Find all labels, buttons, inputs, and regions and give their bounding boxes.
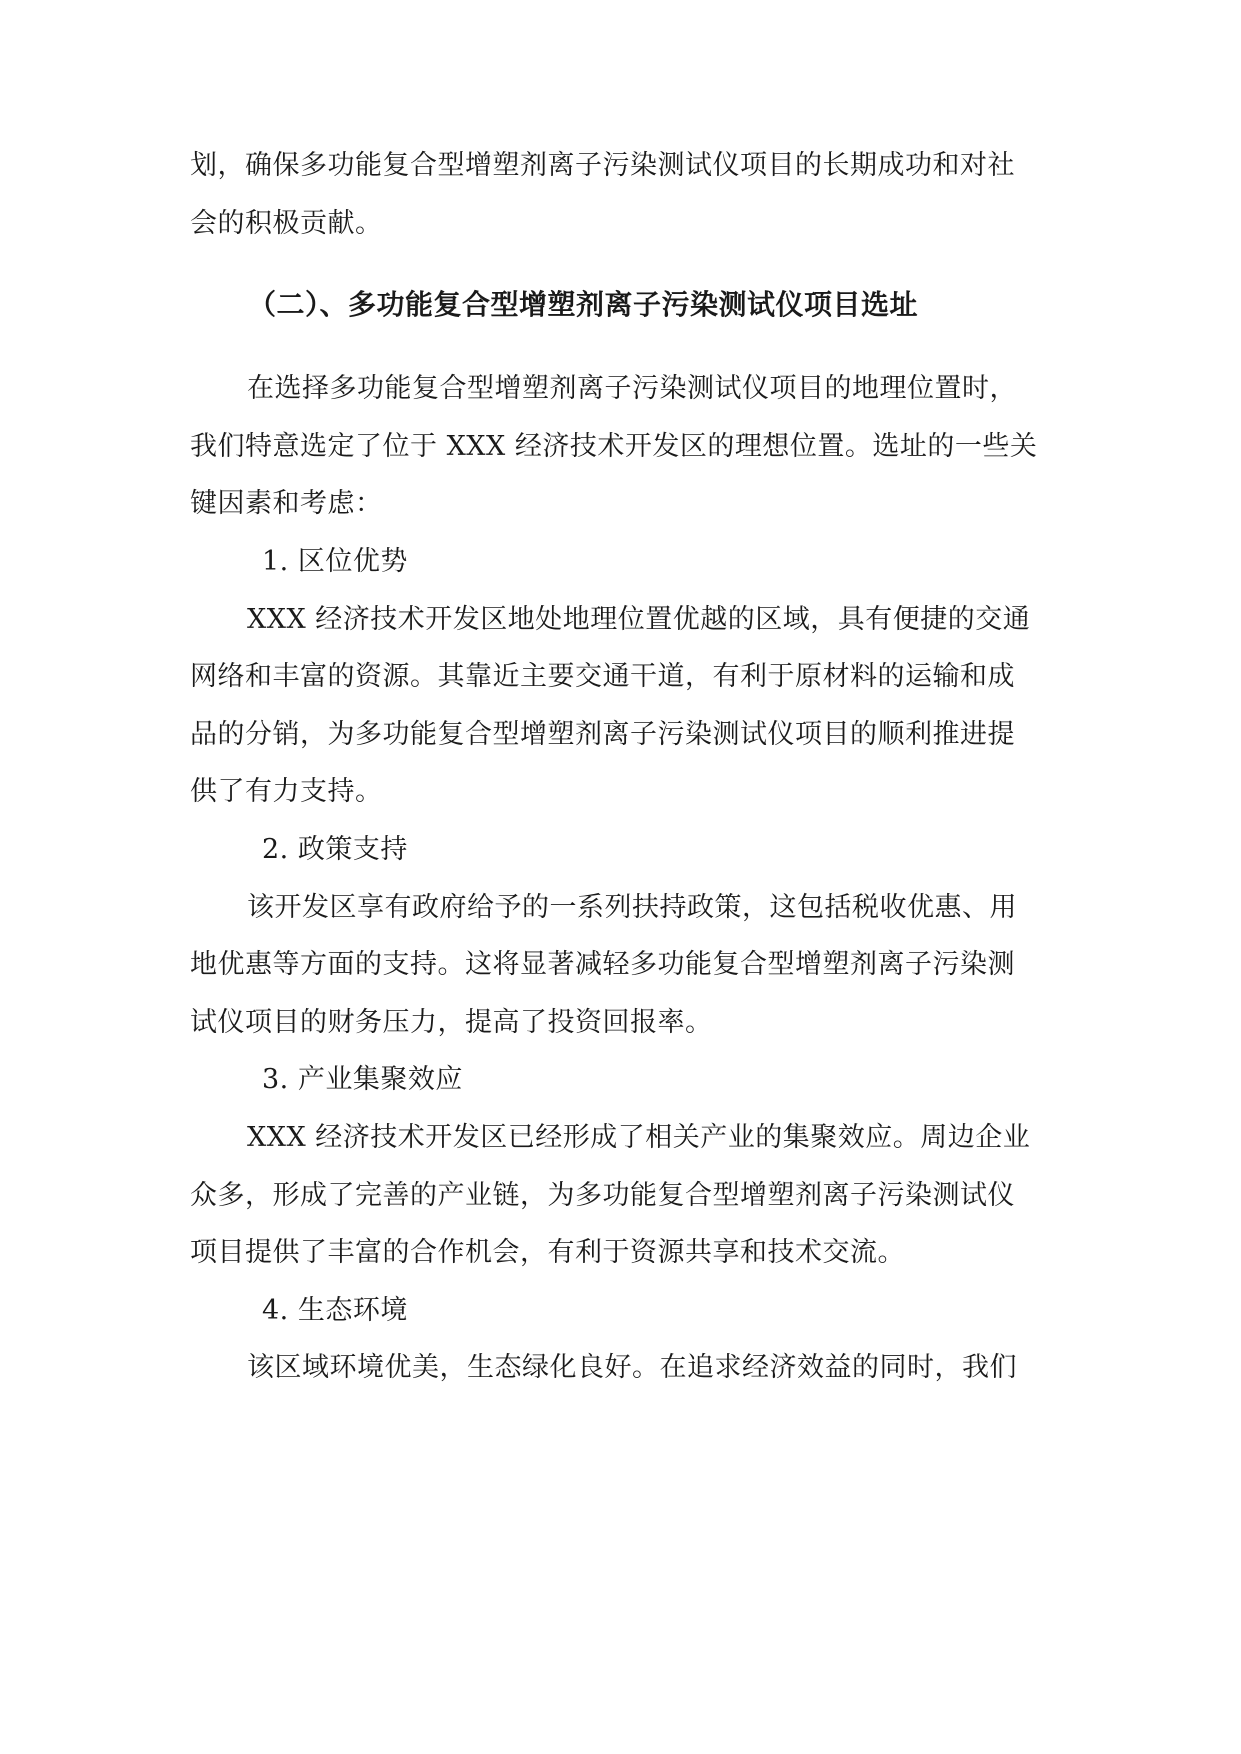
item-text-line: 众多，形成了完善的产业链，为多功能复合型增塑剂离子污染测试仪 [190,1180,1015,1211]
item-text-line: 项目提供了丰富的合作机会，有利于资源共享和技术交流。 [190,1237,905,1268]
text-line: 会的积极贡献。 [190,208,383,239]
item-title-cluster: 3. 产业集聚效应 [262,1064,463,1095]
item-title-policy: 2. 政策支持 [262,834,408,865]
item-text-line: 供了有力支持。 [190,776,383,807]
item-text-line: 该区域环境优美，生态绿化良好。在追求经济效益的同时，我们 [247,1352,1017,1383]
item-text-line: XXX 经济技术开发区已经形成了相关产业的集聚效应。周边企业 [247,1122,1031,1153]
intro-line: 在选择多功能复合型增塑剂离子污染测试仪项目的地理位置时， [247,373,1017,404]
text-line: 划，确保多功能复合型增塑剂离子污染测试仪项目的长期成功和对社 [190,150,1015,181]
item-title-location: 1. 区位优势 [262,546,408,577]
item-text-line: 试仪项目的财务压力，提高了投资回报率。 [190,1007,713,1038]
item-title-ecology: 4. 生态环境 [262,1295,408,1326]
item-text-line: 该开发区享有政府给予的一系列扶持政策，这包括税收优惠、用 [247,892,1017,923]
section-heading: （二）、多功能复合型增塑剂离子污染测试仪项目选址 [248,288,919,321]
intro-line: 我们特意选定了位于 XXX 经济技术开发区的理想位置。选址的一些关 [190,431,1038,462]
intro-line: 键因素和考虑： [190,488,383,519]
item-text-line: 品的分销，为多功能复合型增塑剂离子污染测试仪项目的顺利推进提 [190,719,1015,750]
item-text-line: 网络和丰富的资源。其靠近主要交通干道，有利于原材料的运输和成 [190,661,1015,692]
item-text-line: XXX 经济技术开发区地处地理位置优越的区域，具有便捷的交通 [247,604,1031,635]
item-text-line: 地优惠等方面的支持。这将显著减轻多功能复合型增塑剂离子污染测 [190,949,1015,980]
